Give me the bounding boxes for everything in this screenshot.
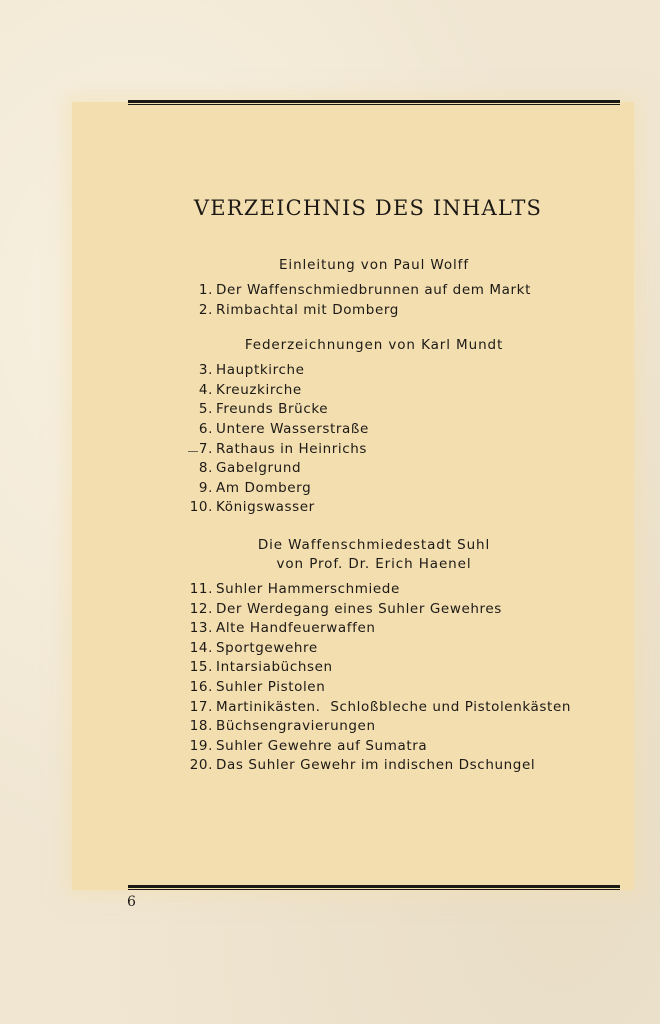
section-heading bbox=[128, 336, 620, 355]
entry-title: Martinikästen. Schloßbleche und Pistolenkästen bbox=[216, 698, 572, 715]
entry-number: 8. bbox=[198, 460, 213, 477]
entry-title: Kreuzkirche bbox=[216, 381, 302, 398]
entry-title: Intarsiabüchsen bbox=[216, 659, 333, 676]
bottom-rule bbox=[128, 885, 620, 890]
list-item bbox=[128, 420, 620, 440]
pencil-mark bbox=[188, 451, 198, 452]
section-heading-line: von Prof. Dr. Erich Haenel bbox=[276, 555, 472, 572]
entry-number: 16. bbox=[189, 678, 213, 695]
entry-title: Suhler Pistolen bbox=[216, 678, 326, 695]
list-item bbox=[128, 381, 620, 401]
entry-number: 5. bbox=[198, 401, 213, 418]
section-heading-line: Federzeichnungen von Karl Mundt bbox=[244, 337, 504, 354]
entry-title: Das Suhler Gewehr im indischen Dschungel bbox=[216, 757, 536, 774]
list-item bbox=[128, 498, 620, 518]
entry-number: 15. bbox=[189, 659, 213, 676]
entry-number: 9. bbox=[198, 479, 213, 496]
list-item bbox=[128, 756, 620, 776]
entry-title: Alte Handfeuerwaffen bbox=[216, 620, 376, 637]
entry-number: 17. bbox=[189, 698, 213, 715]
list-item bbox=[128, 440, 620, 460]
list-item bbox=[128, 459, 620, 479]
entry-number: 19. bbox=[189, 737, 213, 754]
entry-number: 11. bbox=[189, 580, 213, 597]
page-title: VERZEICHNIS DES INHALTS bbox=[193, 196, 543, 220]
list-item bbox=[128, 361, 620, 381]
list-item bbox=[128, 678, 620, 698]
list-item bbox=[128, 737, 620, 757]
section-heading bbox=[128, 536, 620, 574]
section-heading-line: Die Waffenschmiedestadt Suhl bbox=[257, 536, 491, 553]
list-item bbox=[128, 639, 620, 659]
entry-title: Rathaus in Heinrichs bbox=[216, 440, 368, 457]
list-item bbox=[128, 580, 620, 600]
entry-number: 7. bbox=[198, 440, 213, 457]
entry-number: 4. bbox=[198, 381, 213, 398]
list-item bbox=[128, 619, 620, 639]
entry-list bbox=[128, 361, 620, 518]
list-item bbox=[128, 658, 620, 678]
entry-number: 1. bbox=[198, 282, 213, 298]
entry-title: Büchsengravierungen bbox=[216, 718, 376, 735]
section-pen-drawings bbox=[128, 336, 620, 518]
list-item bbox=[128, 281, 620, 301]
entry-title: Gabelgrund bbox=[216, 460, 302, 477]
entry-number: 12. bbox=[189, 600, 213, 617]
list-item bbox=[128, 698, 620, 718]
list-item bbox=[128, 301, 620, 321]
list-item bbox=[128, 717, 620, 737]
entry-number: 3. bbox=[198, 362, 213, 379]
section-heading bbox=[128, 256, 620, 275]
entry-title: Der Werdegang eines Suhler Gewehres bbox=[216, 600, 502, 617]
entry-title: Der Waffenschmiedbrunnen auf dem Markt bbox=[216, 282, 531, 298]
page-number: 6 bbox=[127, 894, 136, 910]
list-item bbox=[128, 479, 620, 499]
entry-title: Freunds Brücke bbox=[216, 401, 329, 418]
entry-title: Sportgewehre bbox=[216, 639, 318, 656]
entry-title: Suhler Hammerschmiede bbox=[216, 580, 400, 597]
top-rule bbox=[128, 100, 620, 105]
entry-number: 20. bbox=[189, 757, 213, 774]
section-heading-line: Einleitung von Paul Wolff bbox=[279, 257, 469, 273]
entry-title: Hauptkirche bbox=[216, 362, 305, 379]
entry-title: Königswasser bbox=[216, 499, 315, 516]
entry-title: Suhler Gewehre auf Sumatra bbox=[216, 737, 428, 754]
entry-list bbox=[128, 281, 620, 320]
entry-number: 13. bbox=[189, 620, 213, 637]
entry-title: Am Domberg bbox=[216, 479, 312, 496]
entry-number: 14. bbox=[189, 639, 213, 656]
entry-title: Untere Wasserstraße bbox=[216, 420, 369, 437]
section-weapon-smith-town bbox=[128, 536, 620, 776]
entry-list bbox=[128, 580, 620, 776]
entry-number: 18. bbox=[189, 718, 213, 735]
list-item bbox=[128, 600, 620, 620]
entry-number: 2. bbox=[198, 301, 213, 318]
entry-title: Rimbachtal mit Domberg bbox=[216, 301, 399, 318]
entry-number: 10. bbox=[189, 499, 213, 516]
list-item bbox=[128, 400, 620, 420]
table-of-contents bbox=[128, 192, 620, 776]
section-introduction bbox=[128, 256, 620, 320]
entry-number: 6. bbox=[198, 420, 213, 437]
